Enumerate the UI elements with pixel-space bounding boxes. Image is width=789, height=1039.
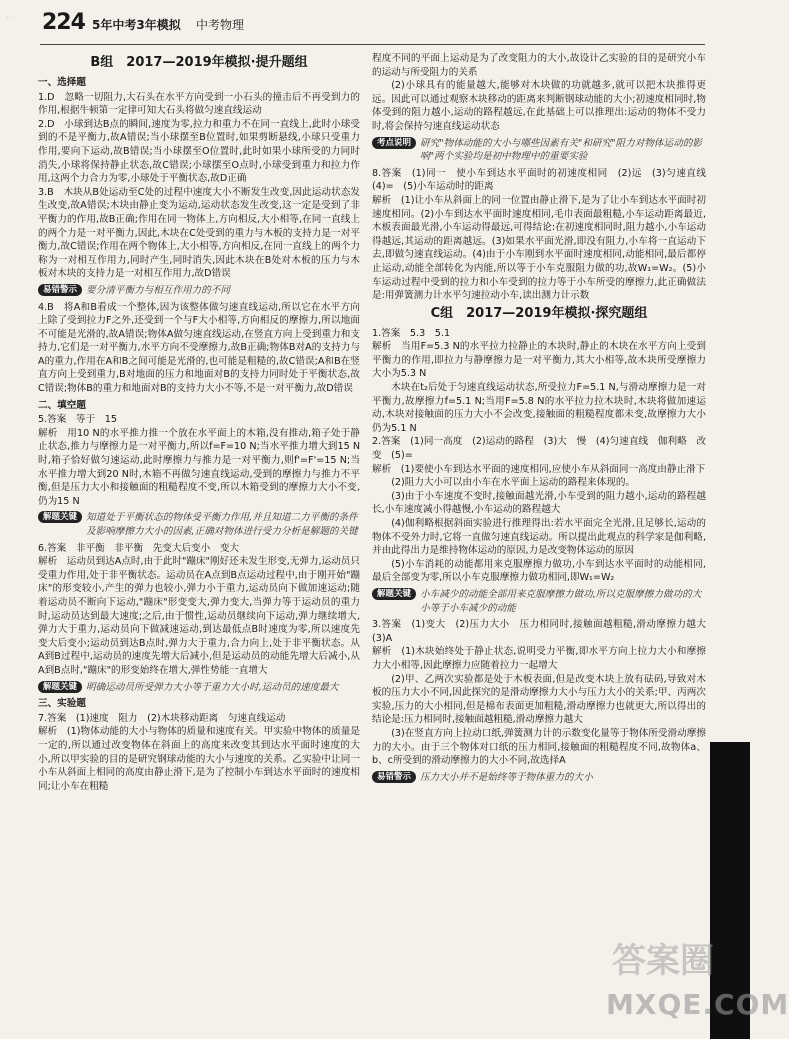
header-rule: [40, 44, 705, 45]
c-analysis-2: 解析 (1)要使小车到达水平面的速度相同,应使小车从斜面同一高度由静止滑下: [372, 463, 706, 475]
c-answer-2: 2.答案 (1)同一高度 (2)运动的路程 (3)大 慢 (4)匀速直线 伽利略 改变 (5)=: [372, 436, 706, 462]
tip-badge: 解题关键: [372, 588, 416, 600]
subject-label: 中考物理: [196, 18, 245, 32]
c-analysis-1: 解析 当用F=5.3 N的水平拉力拉静止的木块时,静止的木块在水平方向上受到平衡力的作用,即拉力与静摩擦力是一对平衡力,其大小相等,故木块所受摩擦力大小为5.3 N: [372, 341, 706, 380]
tip-badge: 易错警示: [372, 771, 416, 783]
tip-badge: 解题关键: [38, 681, 82, 693]
analysis-7-cont: 程度不同的平面上运动是为了改变阻力的大小,故设计乙实验的目的是研究小车的运动与所受阻力的关系: [372, 53, 706, 78]
page-header: [0, 0, 750, 44]
tip-badge: 考点说明: [372, 137, 416, 149]
c-analysis-2e: (5)小车消耗的动能都用来克服摩擦力做功,小车到达水平面时的动能相同,最后全部变为零,所以小车克服摩擦力做功相同,即W₁=W₂: [372, 558, 706, 584]
tip-text: 研究"物体动能的大小与哪些因素有关"和研究"阻力对物体运动的影响"两个实验均是初中物理中的重要实验: [420, 137, 702, 163]
c-analysis-2c: (3)由于小车速度不变时,接触面越光滑,小车受到的阻力越小,运动的路程越长,小车速度减小得越慢,小车运动的路程越大: [372, 490, 706, 516]
c-analysis-1b: 木块在t₂后处于匀速直线运动状态,所受拉力F=5.1 N,与滑动摩擦力是一对平衡力,故摩擦力f=5.1 N;当用F=5.8 N的水平拉力拉木块时,木块将做加速运动,木块对接触面的压力大小不会改变,接触面的粗糙程度都未变,故摩擦力大小仍为5.1 N: [372, 382, 706, 434]
tip-badge: 解题关键: [38, 511, 82, 523]
c-analysis-3b: (2)甲、乙两次实验都是处于木板表面,但是改变木块上放有砝码,导致对木板的压力大小不同,因此探究的是滑动摩擦力大小与压力大小的关系;甲、丙两次实验,压力的大小相同,但是棉布表面更加粗糙,滑动摩擦力也就更大,所以得出的结论是:压力相同时,接触面越粗糙,滑动摩擦力越大: [372, 673, 706, 726]
tip-text: 压力大小并不是始终等于物体重力的大小: [420, 771, 593, 783]
section-fill: 二、填空题: [38, 399, 86, 411]
tip-box: [38, 284, 360, 298]
tip-box: [38, 681, 360, 695]
analysis-5: 解析 用10 N的水平推力推一个放在水平面上的木箱,没有推动,箱子处于静止状态,推力与摩擦力是一对平衡力,所以f=F=10 N;当水平推力增大到15 N时,箱子恰好做匀速运动,此时摩擦力与推力是一对平衡力,则f'=F'=15 N;当水平推力增大到20 N时,木箱不再做匀速直线运动,受到的摩擦力与推力不平衡,但是压力大小和接触面的粗糙程度不变,所以木箱受到的摩擦力大小不变,仍为15 N: [38, 427, 360, 507]
answer-2: 2.D 小球到达B点的瞬间,速度为零,拉力和重力不在同一直线上,此时小球受到的不是平衡力,故A错误;当小球摆至B位置时,如果剪断悬线,小球只受重力作用,要向下运动,故B错误;当小球摆至O位置时,此时如果小球所受的力同时消失,小球将保持静止状态,故C错误;小球摆至O点时,小球受到重力和拉力作用,这两个力合力为零,小球处于平衡状态,故D正确: [38, 118, 360, 185]
tip-badge: 易错警示: [38, 284, 82, 296]
section-experiment: 三、实验题: [38, 698, 86, 710]
answer-1: 1.D 忽略一切阻力,大石头在水平方向受到一小石头的撞击后不再受到力的作用,根据牛顿第一定律可知大石头将做匀速直线运动: [38, 91, 360, 117]
analysis-6: 解析 运动员到达A点时,由于此时"蹦床"刚好还未发生形变,无弹力,运动员只受重力作用,处于非平衡状态。运动员在A点到B点运动过程中,由于刚开始"蹦床"的形变较小,产生的弹力也较小,弹力小于重力,运动员向下做加速运动;随着运动员不断向下运动,"蹦床"形变变大,弹力变大,当弹力等于运动员的重力时,运动员达到最大速度;之后,由于惯性,运动员继续向下运动,弹力继续增大,弹力大于重力,运动员向下做减速运动,到达最低点B时速度为零,所以速度先变大后变小;运动员到达B点时,弹力大于重力,合力向上,处于非平衡状态。从A到B过程中,运动员的速度先增大后减小,但是运动员的动能先增大后减小,从A到B点时,"蹦床"的形变始终在增大,弹性势能一直增大: [38, 556, 360, 676]
answer-8: 8.答案 (1)同一 使小车到达水平面时的初速度相同 (2)远 (3)匀速直线 (4)= (5)小车运动时的距离: [372, 167, 716, 193]
book-title: 5年中考3年模拟: [92, 18, 181, 32]
c-answer-3: 3.答案 (1)变大 (2)压力大小 压力相同时,接触面越粗糙,滑动摩擦力越大 (3)A: [372, 619, 716, 644]
tip-text: 小车减少的动能全部用来克服摩擦力做功,所以克服摩擦力做功的大小等于小车减少的动能: [420, 588, 702, 614]
answer-4: 4.B 将A和B看成一个整体,因为该整体做匀速直线运动,所以它在水平方向上除了受到拉力F之外,还受到一个与F大小相等,方向相反的摩擦力,所以地面不可能是光滑的,故A错误;物体A做匀速直线运动,在竖直方向上受到重力和支持力,它们是一对平衡力,水平方向不受摩擦力,故B正确;物体B对A的支持力与A的重力,作用在A和B之间可能是光滑的,也可能是粗糙的,故C错误;A和B在竖直方向上受到重力,B对地面的压力和地面对B的支持力同时处于平衡状态,故C错误;物体B的重力和地面对B的支持力大小不等,不是一对平衡力,故D错误: [38, 301, 360, 395]
tip-text: 要分清平衡力与相互作用力的不同: [86, 284, 230, 296]
analysis-8: 解析 (1)让小车从斜面上的同一位置由静止滑下,是为了让小车到达水平面时初速度相同。(2)小车到达水平面时速度相同,毛巾表面最粗糙,小车运动距离最近,木板表面最光滑,小车运动得最远,可得结论:在初速度相同时,阻力越小,小车运动得越远,其运动的距离越远。(3)如果水平面光滑,即没有阻力,小车将一直运动下去,即做匀速直线运动。(4)由于小车刚到水平面时速度相同,动能相同,最后都停止运动,动能全部转化为内能,所以等于小车克服阻力做的功,故W₁=W₂。(5)小车运动过程中受到的拉力和小车受到的拉力等于小车所受的摩擦力,此正确做法是:用弹簧测力计水平匀速拉动小车,读出测力计示数: [372, 194, 706, 302]
tip-box: [38, 511, 360, 538]
answer-5: 5.答案 等于 15: [38, 414, 117, 426]
section-choice: 一、选择题: [38, 77, 86, 88]
tip-text: 明确运动员所受弹力大小等于重力大小时,运动员的速度最大: [86, 681, 339, 693]
watermark-logo: 答案圈: [612, 941, 714, 981]
tip-box: [372, 771, 706, 785]
watermark-url: MXQE.COM: [606, 988, 789, 1021]
tip-box: [372, 588, 706, 615]
right-column: [372, 52, 716, 1022]
c-analysis-2b: (2)阻力大小可以由小车在水平面上运动的路程来体现的。: [391, 477, 636, 489]
scan-noise: · ·: [6, 14, 15, 24]
answer-6: 6.答案 非平衡 非平衡 先变大后变小 变大: [38, 542, 240, 554]
analysis-7-part2: (2)小球具有的能量越大,能够对木块做的功就越多,就可以把木块推得更远。因此可以通过观察木块移动的距离来判断钢球动能的大小;初速度相同时,物体受到的阻力越小,运动的路程越远,在此基础上可以推理出:运动的物体不受力时,将会保持匀速直线运动状态: [372, 80, 706, 132]
analysis-7: 解析 (1)物体动能的大小与物体的质量和速度有关。甲实验中物体的质量是一定的,所以通过改变物体在斜面上的高度来改变其到达水平面时速度的大小,所以甲实验的目的是研究钢球动能的大小与速度的关系。乙实验中让同一小车从斜面上相同的高度由静止滑下,是为了控制小车到达水平面时的速度相同;让小车在粗糙: [38, 726, 360, 792]
answer-3: 3.B 木块从B处运动至C处的过程中速度大小不断发生改变,因此运动状态发生改变,故A错误;木块由静止变为运动,运动状态发生改变,这一定是受到了非平衡力的作用,故B正确;作用在同一物体上,方向相反,大小相等,在同一直线上的两个力是一对平衡力,因此,木块在C处受到的重力与木板的支持力是一对平衡力,故C错误;作用在两个物体上,大小相等,方向相反,在同一直线上的两个力称为一对相互作用力,同时产生,同时消失,因此木块在B处对木板的压力与木板对木块的支持力是一对相互作用力,故D错误: [38, 186, 360, 280]
tip-box: [372, 137, 706, 164]
answer-7: 7.答案 (1)速度 阻力 (2)木块移动距离 匀速直线运动: [38, 712, 286, 724]
group-b-title: B组 2017—2019年模拟·提升题组: [90, 55, 308, 70]
c-answer-1: 1.答案 5.3 5.1: [372, 327, 451, 339]
page-number: 224: [42, 10, 85, 35]
c-analysis-3c: (3)在竖直方向上拉动口纸,弹簧测力计的示数变化量等于物体所受滑动摩擦力的大小。由于三个物体对口纸的压力相同,接触面的粗糙程度不同,故物体a、b、c所受到的滑动摩擦力的大小不同,故选择A: [372, 727, 706, 767]
c-analysis-3: 解析 (1)木块始终处于静止状态,说明受力平衡,即水平方向上拉力大小和摩擦力大小相等,因此摩擦力应随着拉力一起增大: [372, 646, 706, 671]
group-c-title: C组 2017—2019年模拟·探究题组: [430, 305, 648, 321]
c-analysis-2d: (4)伽利略根据斜面实验进行推理得出:若水平面完全光滑,且足够长,运动的物体不受外力时,它将一直做匀速直线运动。所以提出此观点的科学家是伽利略,并由此得出力是维持物体运动的原因,力是改变物体运动的原因: [372, 518, 706, 557]
left-column: [38, 52, 360, 1022]
tip-text: 知道处于平衡状态的物体受平衡力作用,并且知道二力平衡的条件及影响摩擦力大小的因素,正确对物体进行受力分析是解题的关键: [86, 512, 358, 537]
